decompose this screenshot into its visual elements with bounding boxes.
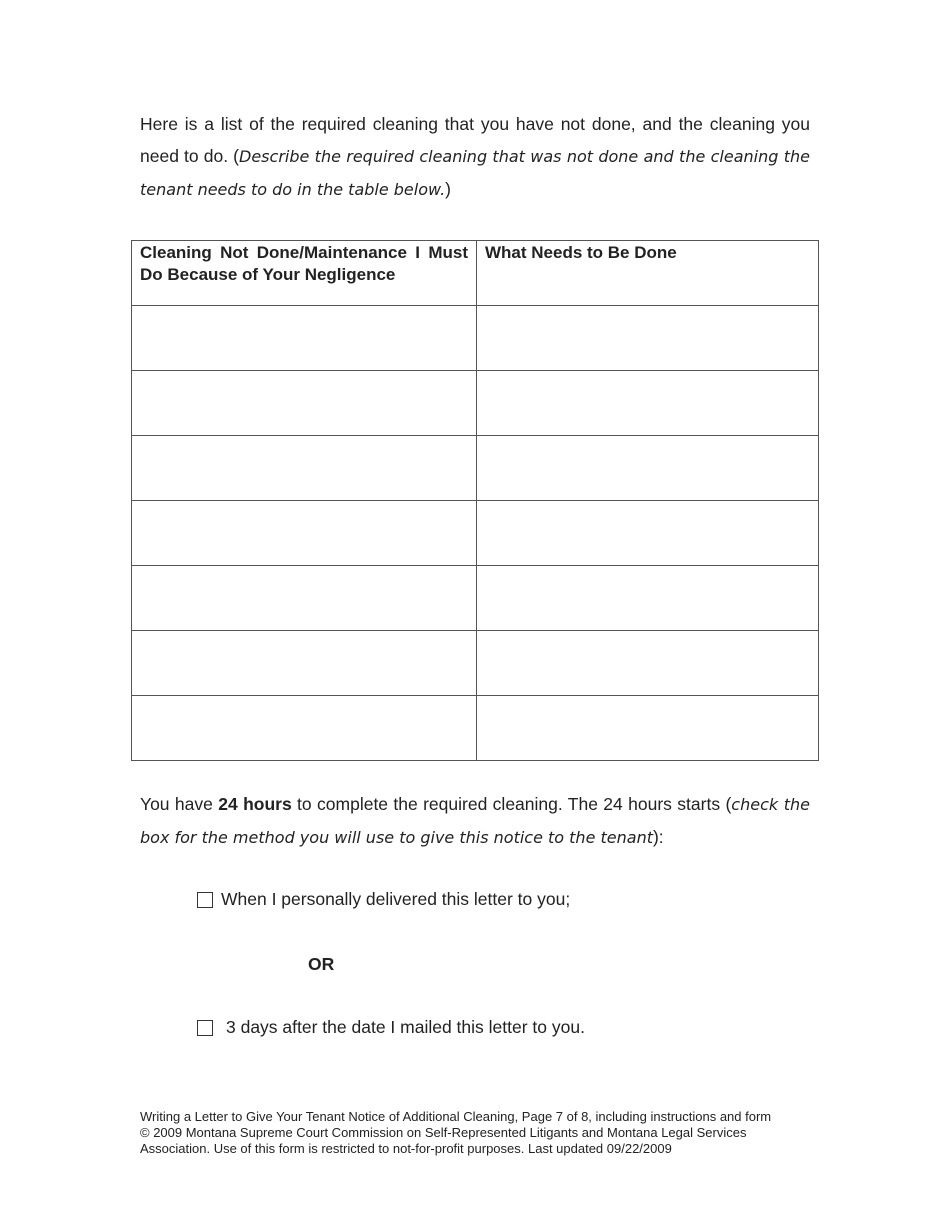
- cleaning-not-done-cell[interactable]: [132, 436, 477, 501]
- hours-prefix: You have: [140, 794, 219, 814]
- footer-page-info: Writing a Letter to Give Your Tenant Notice of Additional Cleaning, Page 7 of 8, including instructions and form: [140, 1109, 772, 1124]
- table-row: [132, 631, 819, 696]
- hours-instruction: check the box for the method you will use to give this notice to the tenant: [140, 795, 810, 847]
- personal-delivery-label: When I personally delivered this letter to you;: [221, 889, 571, 909]
- cleaning-not-done-cell[interactable]: [132, 501, 477, 566]
- footer-copyright: © 2009 Montana Supreme Court Commission on Self-Represented Litigants and Montana Legal Services Association. Use of this form is restricted to not-for-profit purposes. Last updated 09/22/2009: [140, 1125, 747, 1156]
- intro-instruction: Describe the required cleaning that was not done and the cleaning the tenant needs to do in the table below.: [140, 147, 810, 199]
- table-row: [132, 501, 819, 566]
- or-label: OR: [308, 954, 335, 974]
- table-row: [132, 436, 819, 501]
- table-row: [132, 371, 819, 436]
- personal-delivery-checkbox[interactable]: [197, 892, 213, 908]
- what-needs-done-cell[interactable]: [477, 566, 819, 631]
- page-footer: [140, 1109, 810, 1157]
- table-header-row: [132, 241, 819, 306]
- mailed-label: 3 days after the date I mailed this letter to you.: [226, 1017, 585, 1037]
- cleaning-not-done-cell[interactable]: [132, 696, 477, 761]
- cleaning-table: [131, 240, 819, 761]
- cleaning-not-done-cell[interactable]: [132, 566, 477, 631]
- cleaning-not-done-cell[interactable]: [132, 306, 477, 371]
- what-needs-done-cell[interactable]: [477, 306, 819, 371]
- intro-text-end: ): [445, 179, 451, 199]
- what-needs-done-cell[interactable]: [477, 436, 819, 501]
- hours-suffix: ):: [652, 827, 664, 847]
- cleaning-not-done-cell[interactable]: [132, 631, 477, 696]
- table-row: [132, 306, 819, 371]
- cleaning-not-done-cell[interactable]: [132, 371, 477, 436]
- mailed-checkbox[interactable]: [197, 1020, 213, 1036]
- intro-text-start: Here is a list of the required cleaning that you have not done, and the cleaning you need to do. (: [140, 114, 810, 166]
- hours-middle: to complete the required cleaning. The 24 hours starts (: [291, 794, 732, 814]
- table-row: [132, 696, 819, 761]
- what-needs-done-cell[interactable]: [477, 696, 819, 761]
- what-needs-done-cell[interactable]: [477, 371, 819, 436]
- option-personal-delivery[interactable]: [197, 889, 570, 910]
- column-header-what-needs-done: What Needs to Be Done: [477, 241, 819, 306]
- what-needs-done-cell[interactable]: [477, 501, 819, 566]
- hours-paragraph: [140, 788, 810, 854]
- intro-paragraph: [140, 108, 810, 206]
- table-row: [132, 566, 819, 631]
- hours-duration: 24 hours: [218, 794, 292, 814]
- what-needs-done-cell[interactable]: [477, 631, 819, 696]
- column-header-cleaning-not-done: Cleaning Not Done/Maintenance I Must Do Because of Your Negligence: [132, 241, 477, 306]
- option-mailed[interactable]: [197, 1017, 585, 1038]
